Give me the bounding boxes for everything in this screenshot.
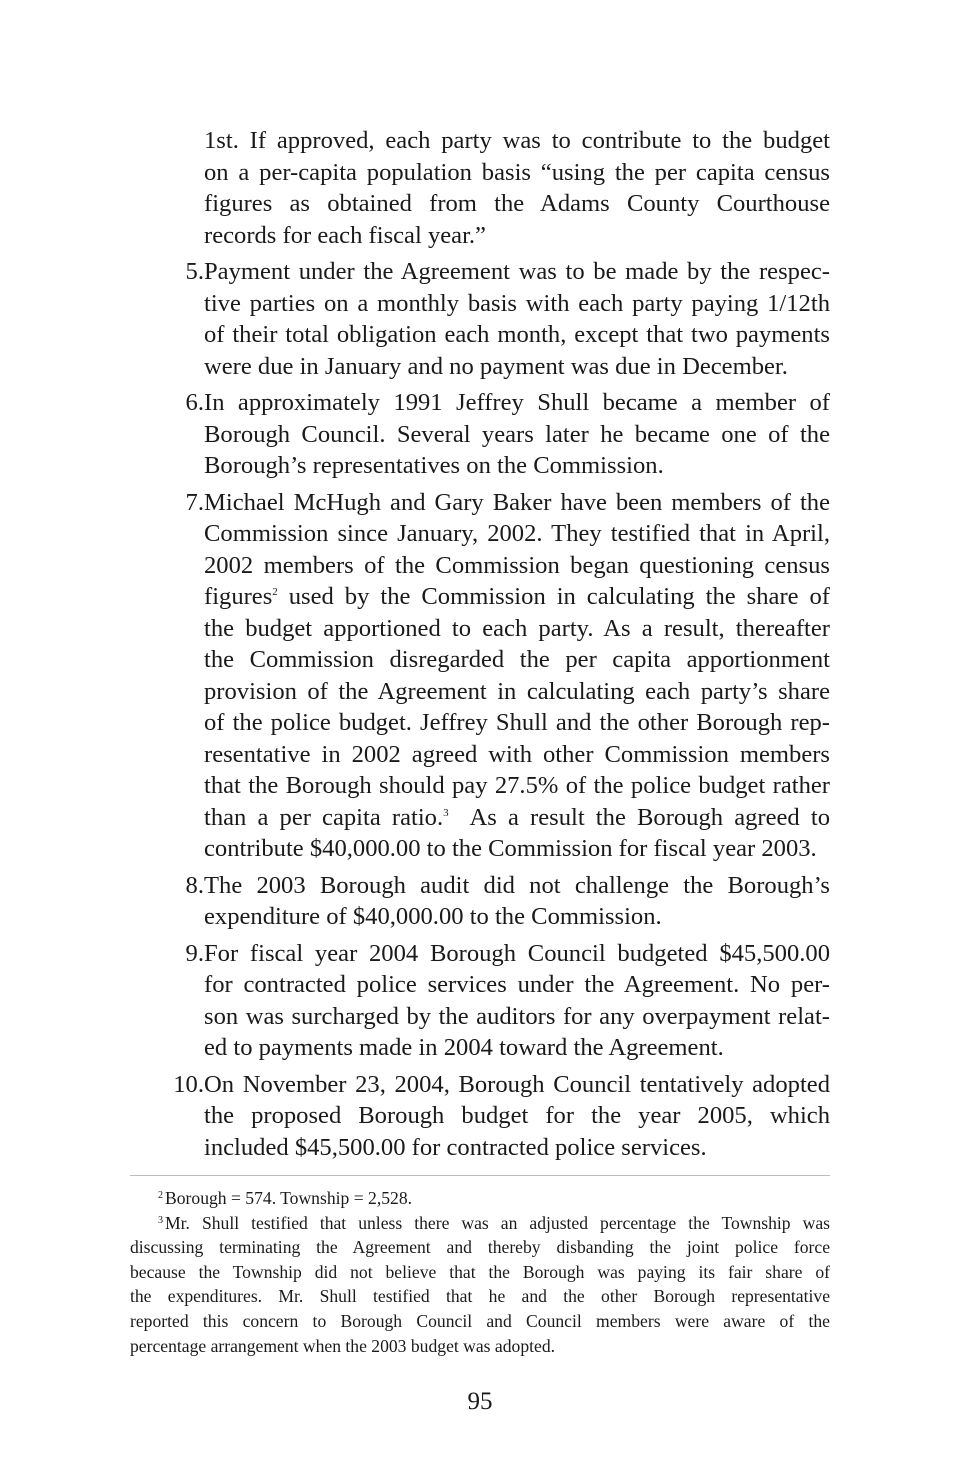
paragraph-number [130,125,204,251]
body-text [130,125,830,1168]
footnote-reference[interactable]: 3 [443,806,449,819]
text-line: Payment under the Agreement was to be made by the respec- [204,258,830,285]
text-fragment: As a result the Borough agreed to [448,803,830,831]
footnote-line: discussing terminating the Agreement and thereby disbanding the joint police force [130,1237,830,1258]
paragraph-text [204,256,830,382]
text-line: Borough Council. Several years later he became one of the [204,420,830,448]
paragraph-number: 6. [185,389,204,416]
paragraph-7 [130,487,830,865]
text-line: The 2003 Borough audit did not challenge the Borough’s [204,871,830,899]
paragraph-number: 10. [173,1070,204,1098]
text-line: included $45,500.00 for contracted police services. [204,1133,707,1161]
text-line: For fiscal year 2004 Borough Council budgeted $45,500.00 [204,939,830,967]
footnote-line: because the Township did not believe that the Borough was paying its fair share of [130,1261,830,1282]
paragraph-text [204,938,830,1064]
paragraph-number: 8. [185,871,204,899]
text-fragment: used by the Commission in calculating the share of [277,583,830,610]
text-line: of the police budget. Jeffrey Shull and the other Borough rep- [204,709,830,736]
paragraph-5 [130,256,830,382]
footnote-line: percentage arrangement when the 2003 budget was adopted. [130,1335,556,1356]
page-number: 95 [467,1388,493,1415]
text-line: 1st. If approved, each party was to contribute to the budget [204,127,830,154]
text-line: provision of the Agreement in calculating each party’s share [204,677,830,705]
text-line: figures as obtained from the Adams County Courthouse [204,190,830,217]
paragraph-text [204,1069,830,1164]
paragraph-continuation [130,125,830,251]
footnote-reference[interactable]: 2 [272,586,278,598]
footnote-2 [130,1186,830,1211]
paragraph-9 [130,938,830,1064]
footnote-mark: 2 [158,1190,163,1201]
text-line: the proposed Borough budget for the year 2005, which [204,1102,830,1129]
text-line: expenditure of $40,000.00 to the Commission. [204,903,662,930]
text-line: the budget apportioned to each party. As a result, thereafter [204,614,830,642]
paragraph-number: 7. [185,488,204,516]
paragraph-text [204,487,830,865]
footnote-mark: 3 [158,1214,163,1226]
paragraph-text [204,387,830,482]
text-line: On November 23, 2004, Borough Council tentatively adopted [204,1070,830,1098]
text-line: of their total obligation each month, except that two payments [204,321,830,348]
text-line: son was surcharged by the auditors for any overpayment relat- [204,1002,830,1030]
paragraph-6 [130,387,830,482]
paragraph-8 [130,870,830,933]
footnote-line [130,1211,830,1236]
text-line: records for each fiscal year.” [204,221,486,249]
text-line-with-footnote [204,581,830,613]
footnote-text: Mr. Shull testified that unless there was an adjusted percentage the Township was [165,1212,830,1233]
text-line: on a per-capita population basis “using the per capita census [204,158,830,186]
paragraph-text [204,125,830,251]
text-line: Commission since January, 2002. They testified that in April, [204,520,830,547]
text-line: were due in January and no payment was due in December. [204,352,788,380]
text-fragment: than a per capita ratio. [204,803,444,831]
footnote-text: Borough = 574. Township = 2,528. [165,1188,413,1208]
footnote-line [130,1186,830,1211]
paragraph-text [204,870,830,933]
footnote-3 [130,1211,830,1359]
footnote-line: reported this concern to Borough Council and Council members were aware of the [130,1310,830,1331]
text-line: Borough’s representatives on the Commission. [204,452,664,479]
text-line: for contracted police services under the Agreement. No per- [204,971,830,998]
text-line: resentative in 2002 agreed with other Commission members [204,740,830,768]
text-line: that the Borough should pay 27.5% of the police budget rather [204,772,830,799]
text-line: the Commission disregarded the per capita apportionment [204,646,830,673]
footnote-line: the expenditures. Mr. Shull testified that he and the other Borough representative [130,1286,830,1307]
paragraph-10 [130,1069,830,1164]
paragraph-number: 9. [185,939,204,967]
text-line: ed to payments made in 2004 toward the Agreement. [204,1034,724,1061]
text-line: 2002 members of the Commission began questioning census [204,551,830,579]
footnote-divider [130,1175,830,1176]
text-fragment: figures [204,583,273,610]
text-line: tive parties on a monthly basis with each party paying 1/12th [204,289,830,317]
text-line: Michael McHugh and Gary Baker have been members of the [204,488,830,516]
footnotes [130,1186,830,1358]
paragraph-number: 5. [185,258,204,285]
text-line: In approximately 1991 Jeffrey Shull became a member of [204,389,830,416]
text-line: contribute $40,000.00 to the Commission for fiscal year 2003. [204,835,817,862]
text-line-with-footnote [204,802,830,834]
